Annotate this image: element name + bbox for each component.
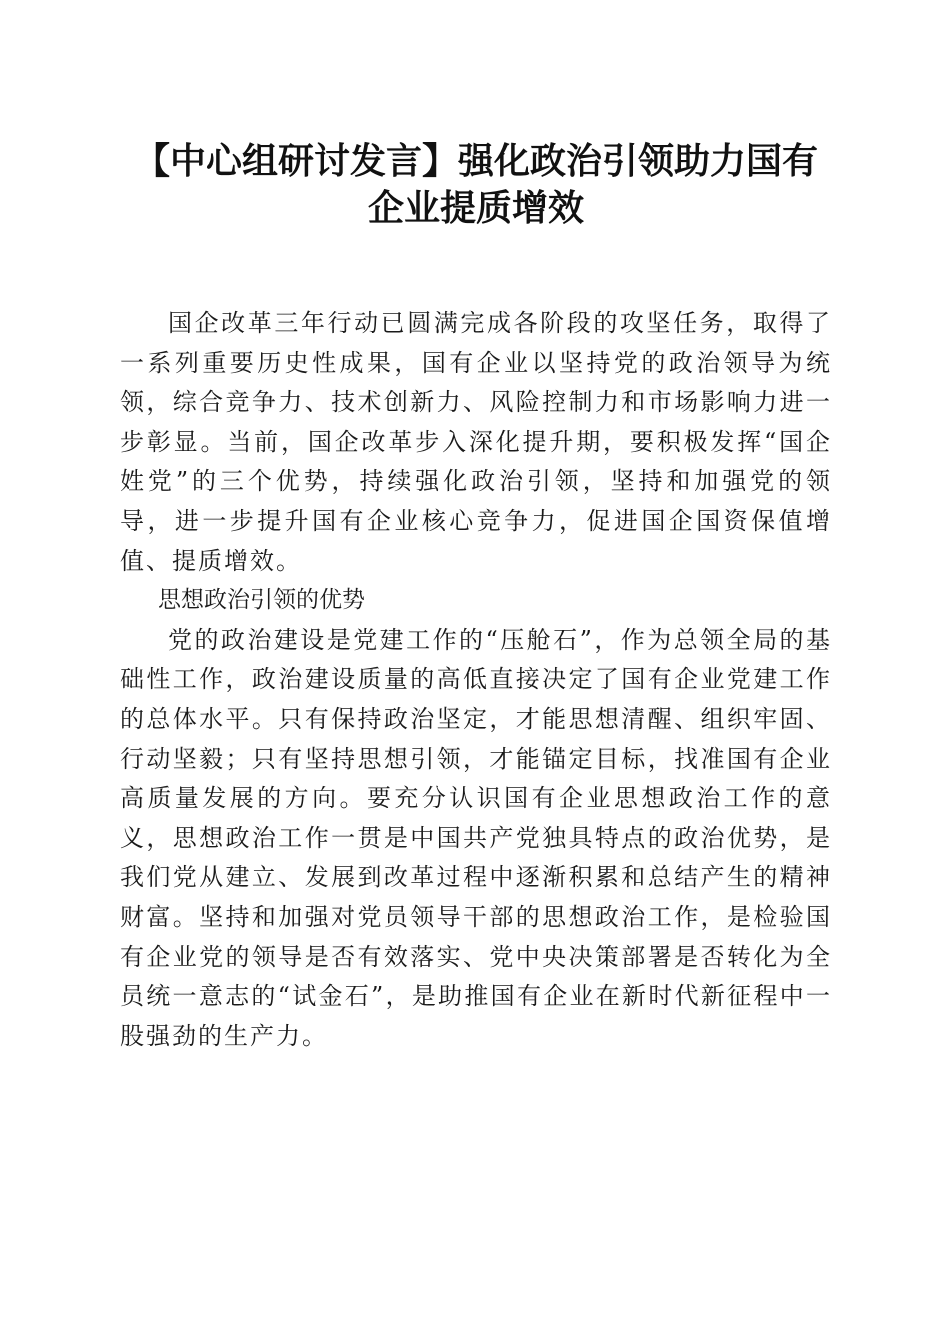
intro-paragraph: 国企改革三年行动已圆满完成各阶段的攻坚任务，取得了一系列重要历史性成果，国有企业以坚持党的政治领导为统领，综合竞争力、技术创新力、风险控制力和市场影响力进一步彰显。当前，国企改革步入深化提升期，要积极发挥“国企姓党”的三个优势，持续强化政治引领，坚持和加强党的领导，进一步提升国有企业核心竞争力，促进国企国资保值增值、提质增效。 [120,309,832,575]
section-paragraph: 党的政治建设是党建工作的“压舱石”，作为总领全局的基础性工作，政治建设质量的高低直接决定了国有企业党建工作的总体水平。只有保持政治坚定，才能思想清醒、组织牢固、行动坚毅；只有坚持思想引领，才能锚定目标，找准国有企业高质量发展的方向。要充分认识国有企业思想政治工作的意义，思想政治工作一贯是中国共产党独具特点的政治优势，是我们党从建立、发展到改革过程中逐渐积累和总结产生的精神财富。坚持和加强对党员领导干部的思想政治工作，是检验国有企业党的领导是否有效落实、党中央决策部署是否转化为全员统一意志的“试金石”，是助推国有企业在新时代新征程中一股强劲的生产力。 [120,625,832,1050]
document-body [120,304,832,1056]
document-title: 【中心组研讨发言】强化政治引领助力国有企业提质增效 [133,140,818,229]
section-heading: 思想政治引领的优势 [158,587,365,614]
document-page [120,138,832,1056]
